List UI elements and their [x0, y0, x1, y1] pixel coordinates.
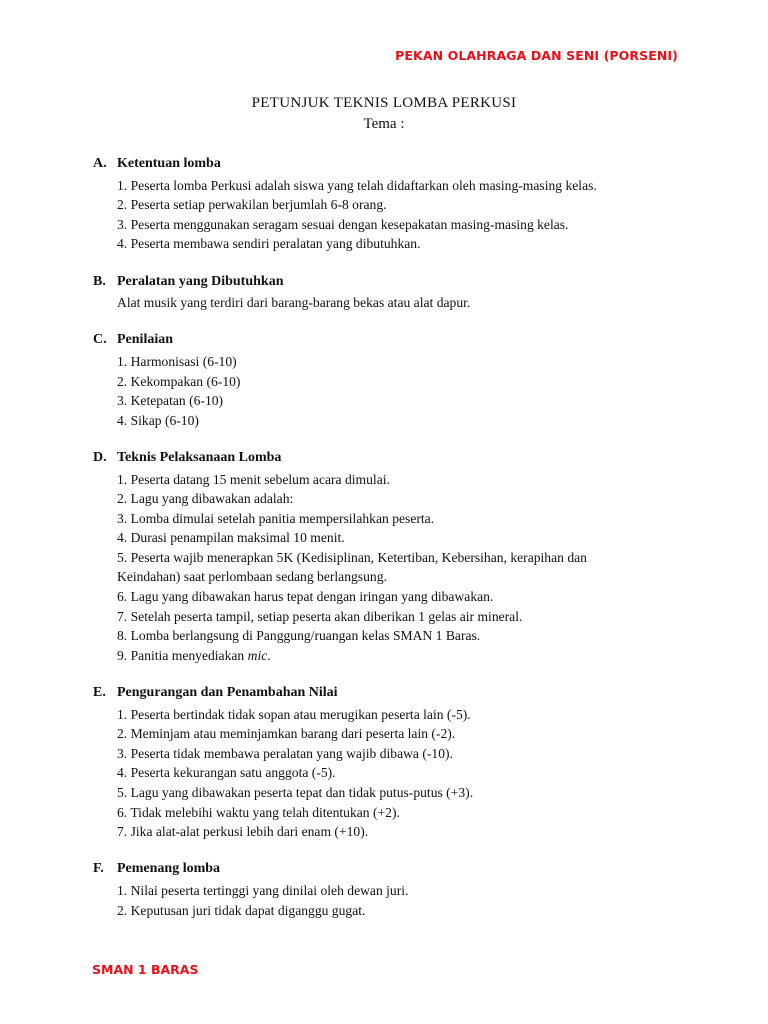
section-line: 2. Kekompakan (6-10) [117, 373, 241, 389]
section-line: 1. Peserta lomba Perkusi adalah siswa yang telah didaftarkan oleh masing-masing kelas. [117, 177, 597, 193]
section-heading [93, 156, 693, 176]
section-line: 4. Sikap (6-10) [117, 412, 199, 428]
section-line: 7. Jika alat-alat perkusi lebih dari enam (+10). [117, 824, 369, 840]
section-line: 3. Lomba dimulai setelah panitia mempersilahkan peserta. [117, 510, 435, 526]
section-line: 3. Peserta tidak membawa peralatan yang wajib dibawa (-10). [117, 745, 453, 761]
section-line: 3. Ketepatan (6-10) [117, 393, 224, 409]
section-line: 2. Keputusan juri tidak dapat diganggu gugat. [117, 902, 366, 918]
section-line: 1. Harmonisasi (6-10) [117, 353, 237, 369]
section-line: 1. Peserta datang 15 menit sebelum acara dimulai. [117, 471, 390, 487]
section-line: 4. Peserta kekurangan satu anggota (-5). [117, 765, 336, 781]
section-line: 7. Setelah peserta tampil, setiap peserta akan diberikan 1 gelas air mineral. [117, 608, 523, 624]
section-letter: C. [93, 332, 107, 348]
section-line: Alat musik yang terdiri dari barang-barang bekas atau alat dapur. [117, 295, 471, 311]
section-line: 5. Peserta wajib menerapkan 5K (Kedisiplinan, Ketertiban, Kebersihan, kerapihan dan [117, 549, 587, 565]
section-line: 2. Meminjam atau meminjamkan barang dari peserta lain (-2). [117, 726, 456, 742]
section-line: 5. Lagu yang dibawakan peserta tepat dan tidak putus-putus (+3). [117, 785, 474, 800]
section-e [93, 685, 693, 842]
line-italic-text: mic [247, 647, 268, 663]
event-header: PEKAN OLAHRAGA DAN SENI (PORSENI) [395, 48, 678, 63]
section-f [93, 861, 693, 920]
section-letter: D. [93, 449, 107, 465]
section-b [93, 274, 693, 313]
section-d [93, 450, 693, 666]
section-title: Ketentuan lomba [117, 156, 221, 171]
section-letter: F. [93, 861, 104, 877]
section-title: Pengurangan dan Penambahan Nilai [117, 685, 338, 701]
section-line: 3. Peserta menggunakan seragam sesuai dengan kesepakatan masing-masing kelas. [117, 216, 569, 232]
section-line: 6. Tidak melebihi waktu yang telah ditentukan (+2). [117, 804, 400, 820]
section-line-continuation: Keindahan) saat perlombaan sedang berlangsung. [117, 569, 387, 585]
section-title: Pemenang lomba [117, 861, 221, 877]
document-subtitle: Tema : [363, 116, 405, 132]
section-line: 2. Lagu yang dibawakan adalah: [117, 491, 294, 507]
section-line: 8. Lomba berlangsung di Panggung/ruangan kelas SMAN 1 Baras. [117, 628, 481, 644]
section-line: 2. Peserta setiap perwakilan berjumlah 6-8 orang. [117, 197, 387, 213]
section-c [93, 332, 693, 430]
section-letter: E. [93, 685, 106, 701]
section-title: Peralatan yang Dibutuhkan [117, 273, 284, 289]
section-heading [93, 332, 693, 352]
section-heading [93, 861, 693, 881]
section-title: Penilaian [117, 332, 174, 348]
section-line: 4. Durasi penampilan maksimal 10 menit. [117, 530, 345, 546]
section-line: 1. Peserta bertindak tidak sopan atau merugikan peserta lain (-5). [117, 706, 471, 722]
section-heading [93, 685, 693, 705]
section-letter: A. [93, 156, 107, 171]
section-heading [93, 450, 693, 470]
line-suffix: . [267, 647, 271, 663]
section-title: Teknis Pelaksanaan Lomba [117, 449, 282, 465]
section-line: 6. Lagu yang dibawakan harus tepat dengan iringan yang dibawakan. [117, 589, 494, 605]
document-title: PETUNJUK TEKNIS LOMBA PERKUSI [251, 95, 517, 111]
section-line: 1. Nilai peserta tertinggi yang dinilai oleh dewan juri. [117, 882, 409, 898]
section-line [93, 646, 693, 666]
school-footer: SMAN 1 BARAS [92, 962, 199, 977]
section-a [93, 156, 693, 254]
section-letter: B. [93, 273, 106, 289]
document-body [93, 156, 693, 940]
section-heading [93, 274, 693, 294]
line-text: 9. Panitia menyediakan [117, 647, 248, 663]
section-line: 4. Peserta membawa sendiri peralatan yang dibutuhkan. [117, 236, 421, 252]
